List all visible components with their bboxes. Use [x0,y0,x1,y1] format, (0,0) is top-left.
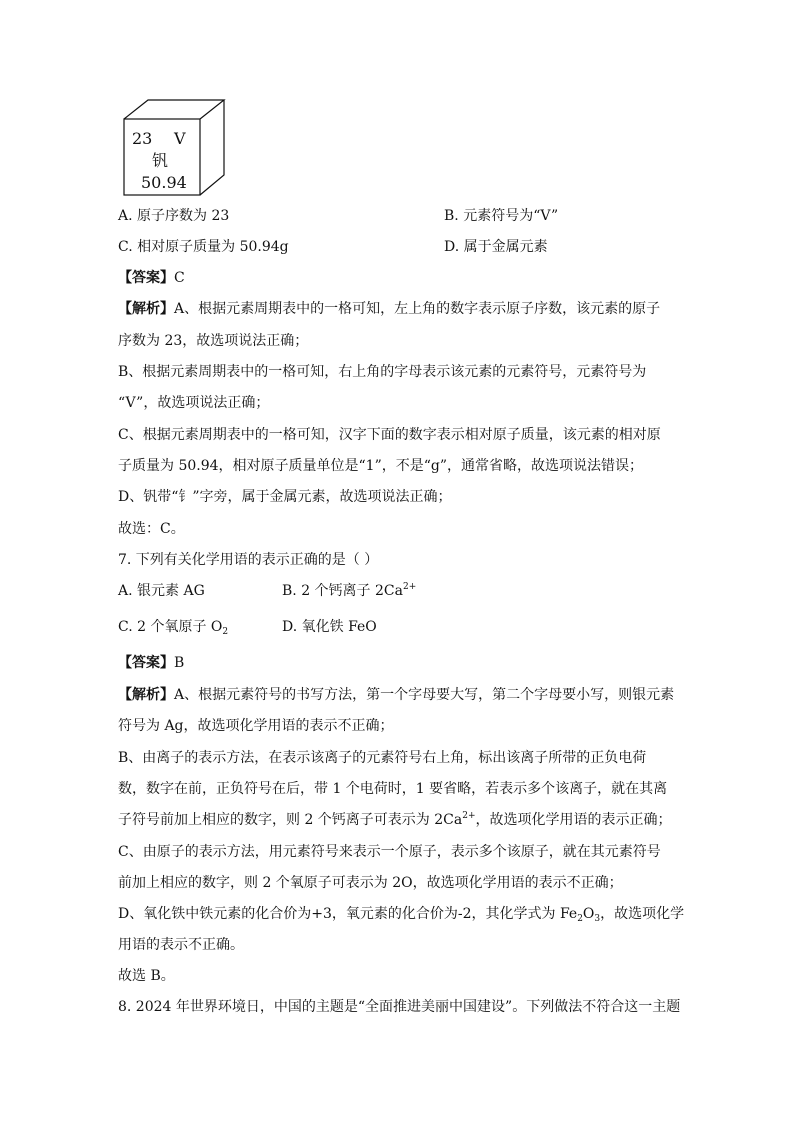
q7-answer-label: 【答案】 [118,655,174,671]
q6-analysis-line: C、根据元素周期表中的一格可知，汉字下面的数字表示相对原子质量，该元素的相对原 [118,427,661,443]
q6-analysis-line: 序数为 23，故选项说法正确； [118,333,309,349]
element-symbol: V [174,129,186,148]
q6-analysis-label: 【解析】 [118,301,174,317]
q6-answer-value: C [174,270,185,286]
q6-conclusion: 故选：C。 [118,521,185,537]
q7-analysis-line: 数，数字在前，正负符号在后，带 1 个电荷时，1 要省略，若表示多个该离子，就在其离 [118,781,668,797]
element-atomic-number: 23 [132,129,153,148]
q6-option-a: A. 原子序数为 23 [118,208,230,224]
q7-analysis-line: 前加上相应的数字，则 2 个氧原子可表示为 2O，故选项化学用语的表示不正确； [118,875,623,891]
q6-answer-label: 【答案】 [118,270,174,286]
q7-option-a: A. 银元素 AG [118,583,205,599]
q7-option-b: B. 2 个钙离子 $2Ca^{2+}$ [282,582,417,599]
q6-analysis-line: 子质量为 50.94，相对原子质量单位是“1”，不是“g”，通常省略，故选项说法错误； [118,458,644,474]
element-card-vanadium [118,97,230,197]
element-name: 钒 [152,151,169,170]
q8-stem: 8. 2024 年世界环境日，中国的主题是“全面推进美丽中国建设”。下列做法不符合这一主题 [118,999,681,1015]
q7-analysis-line: 符号为 Ag，故选项化学用语的表示不正确； [118,718,394,734]
q6-option-c: C. 相对原子质量为 50.94g [118,239,289,255]
q7-conclusion: 故选 B。 [118,968,175,984]
q7-stem: 7. 下列有关化学用语的表示正确的是（ ） [118,552,379,568]
q7-answer-value: B [174,655,185,671]
q7-analysis-label: 【解析】 [118,687,174,703]
q6-answer [118,268,185,288]
q7-analysis-line: 【解析】A、根据元素符号的书写方法，第一个字母要大写，第二个字母要小写，则银元素 [118,687,675,703]
q6-analysis-line: D、钒带“钅”字旁，属于金属元素，故选项说法正确； [118,489,452,505]
q7-option-d: D. 氧化铁 FeO [282,619,377,635]
q7-analysis-line: C、由原子的表示方法，用元素符号来表示一个原子，表示多个该原子，就在其元素符号 [118,844,661,860]
element-mass: 50.94 [141,173,187,192]
q7-answer [118,653,184,673]
q7-analysis-line: B、由离子的表示方法，在表示该离子的元素符号右上角，标出该离子所带的正负电荷 [118,750,647,766]
q6-analysis-line: B、根据元素周期表中的一格可知，右上角的字母表示该元素的元素符号，元素符号为 [118,364,647,380]
q7-analysis-line: D、氧化铁中铁元素的化合价为+3，氧元素的化合价为-2，其化学式为 $Fe_2O_3$，故选项化学 [118,906,685,924]
q7-analysis-line: 子符号前加上相应的数字，则 2 个钙离子可表示为 $2Ca^{2+}$，故选项化学用语的表示正确； [118,811,672,828]
q6-option-d: D. 属于金属元素 [444,239,548,255]
q6-option-b: B. 元素符号为“V” [444,208,559,224]
q6-analysis-line: 【解析】A、根据元素周期表中的一格可知，左上角的数字表示原子序数，该元素的原子 [118,301,661,317]
q7-analysis-line: 用语的表示不正确。 [118,937,244,953]
q7-option-c: C. 2 个氧原子 $O_2$ [118,619,229,637]
q6-analysis-line: “V”，故选项说法正确； [118,395,270,411]
